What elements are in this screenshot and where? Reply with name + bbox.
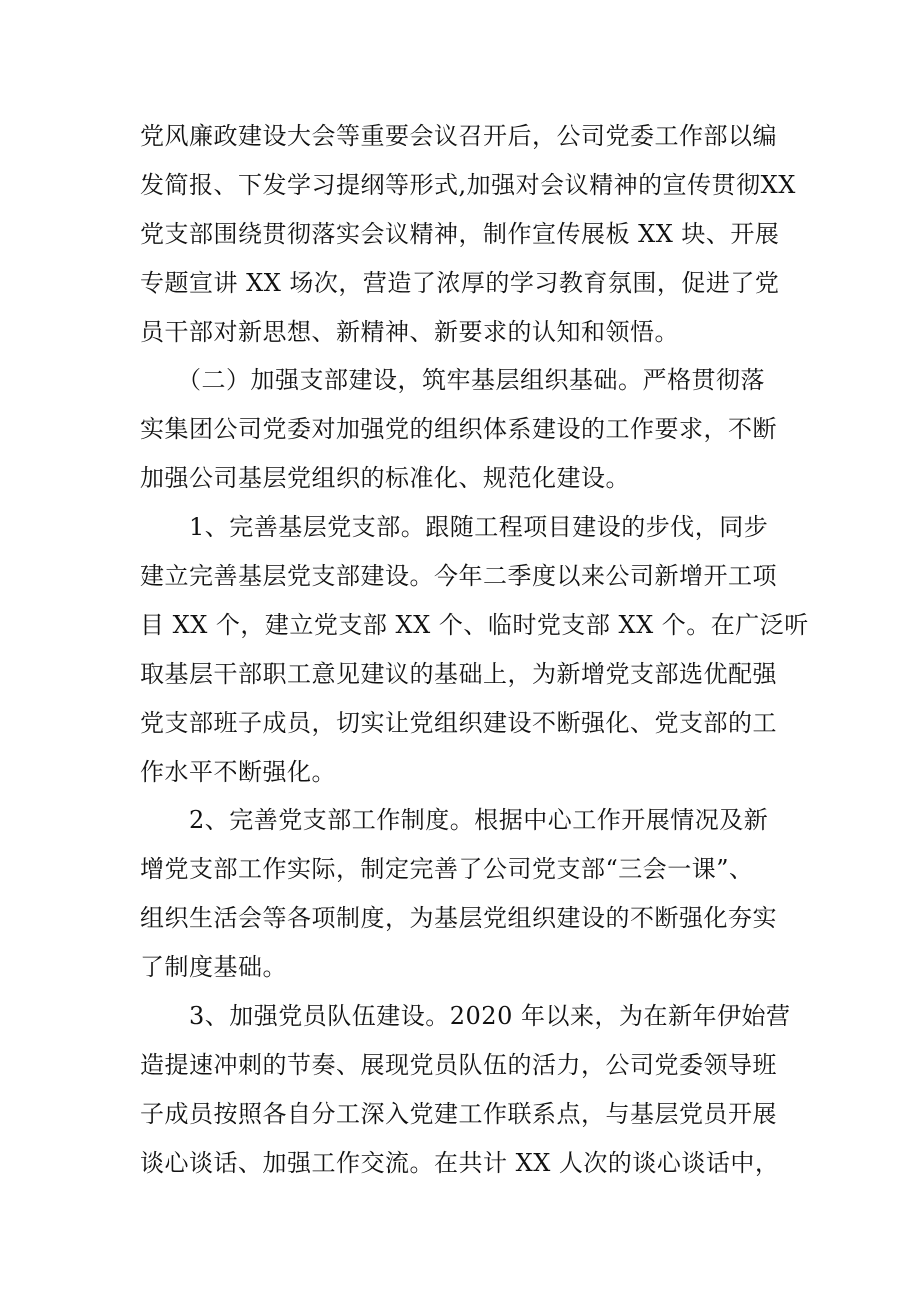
text-line: 了制度基础。: [140, 953, 287, 982]
text-line: 增党支部工作实际，制定完善了公司党支部“三会一课”、: [140, 855, 754, 884]
text-line: 作水平不断强化。: [140, 757, 336, 786]
text-line: 目 XX 个，建立党支部 XX 个、临时党支部 XX 个。在广泛听: [140, 610, 809, 639]
text-line: 员干部对新思想、新精神、新要求的认知和领悟。: [140, 317, 679, 346]
text-line: 党支部围绕贯彻落实会议精神，制作宣传展板 XX 块、开展: [140, 219, 780, 248]
text-line: 党风廉政建设大会等重要会议召开后，公司党委工作部以编: [140, 122, 777, 150]
text-line: 实集团公司党委对加强党的组织体系建设的工作要求，不断: [140, 415, 777, 444]
text-line: 造提速冲刺的节奏、展现党员队伍的活力，公司党委领导班: [140, 1050, 777, 1079]
text-line: 组织生活会等各项制度，为基层党组织建设的不断强化夯实: [140, 904, 777, 933]
item-3-line: 3、加强党员队伍建设。2020 年以来，为在新年伊始营: [140, 1002, 791, 1031]
text-line: 发简报、下发学习提纲等形式,加强对会议精神的宣传贯彻XX: [140, 170, 796, 199]
item-2-line: 2、完善党支部工作制度。根据中心工作开展情况及新: [140, 806, 769, 835]
text-line: 谈心谈话、加强工作交流。在共计 XX 人次的谈心谈话中，: [140, 1148, 780, 1177]
item-1-line: 1、完善基层党支部。跟随工程项目建设的步伐，同步: [140, 513, 769, 542]
text-line: 党支部班子成员，切实让党组织建设不断强化、党支部的工: [140, 708, 777, 737]
body-text: [140, 112, 809, 1188]
text-line: 取基层干部职工意见建议的基础上，为新增党支部选优配强: [140, 659, 777, 688]
text-line: 专题宣讲 XX 场次，营造了浓厚的学习教育氛围，促进了党: [140, 268, 780, 297]
text-line: 加强公司基层党组织的标准化、规范化建设。: [140, 464, 630, 493]
text-line: 建立完善基层党支部建设。今年二季度以来公司新增开工项: [140, 562, 777, 591]
text-line: 子成员按照各自分工深入党建工作联系点，与基层党员开展: [140, 1099, 777, 1128]
section-heading-line: （二）加强支部建设，筑牢基层组织基础。严格贯彻落: [140, 366, 765, 395]
